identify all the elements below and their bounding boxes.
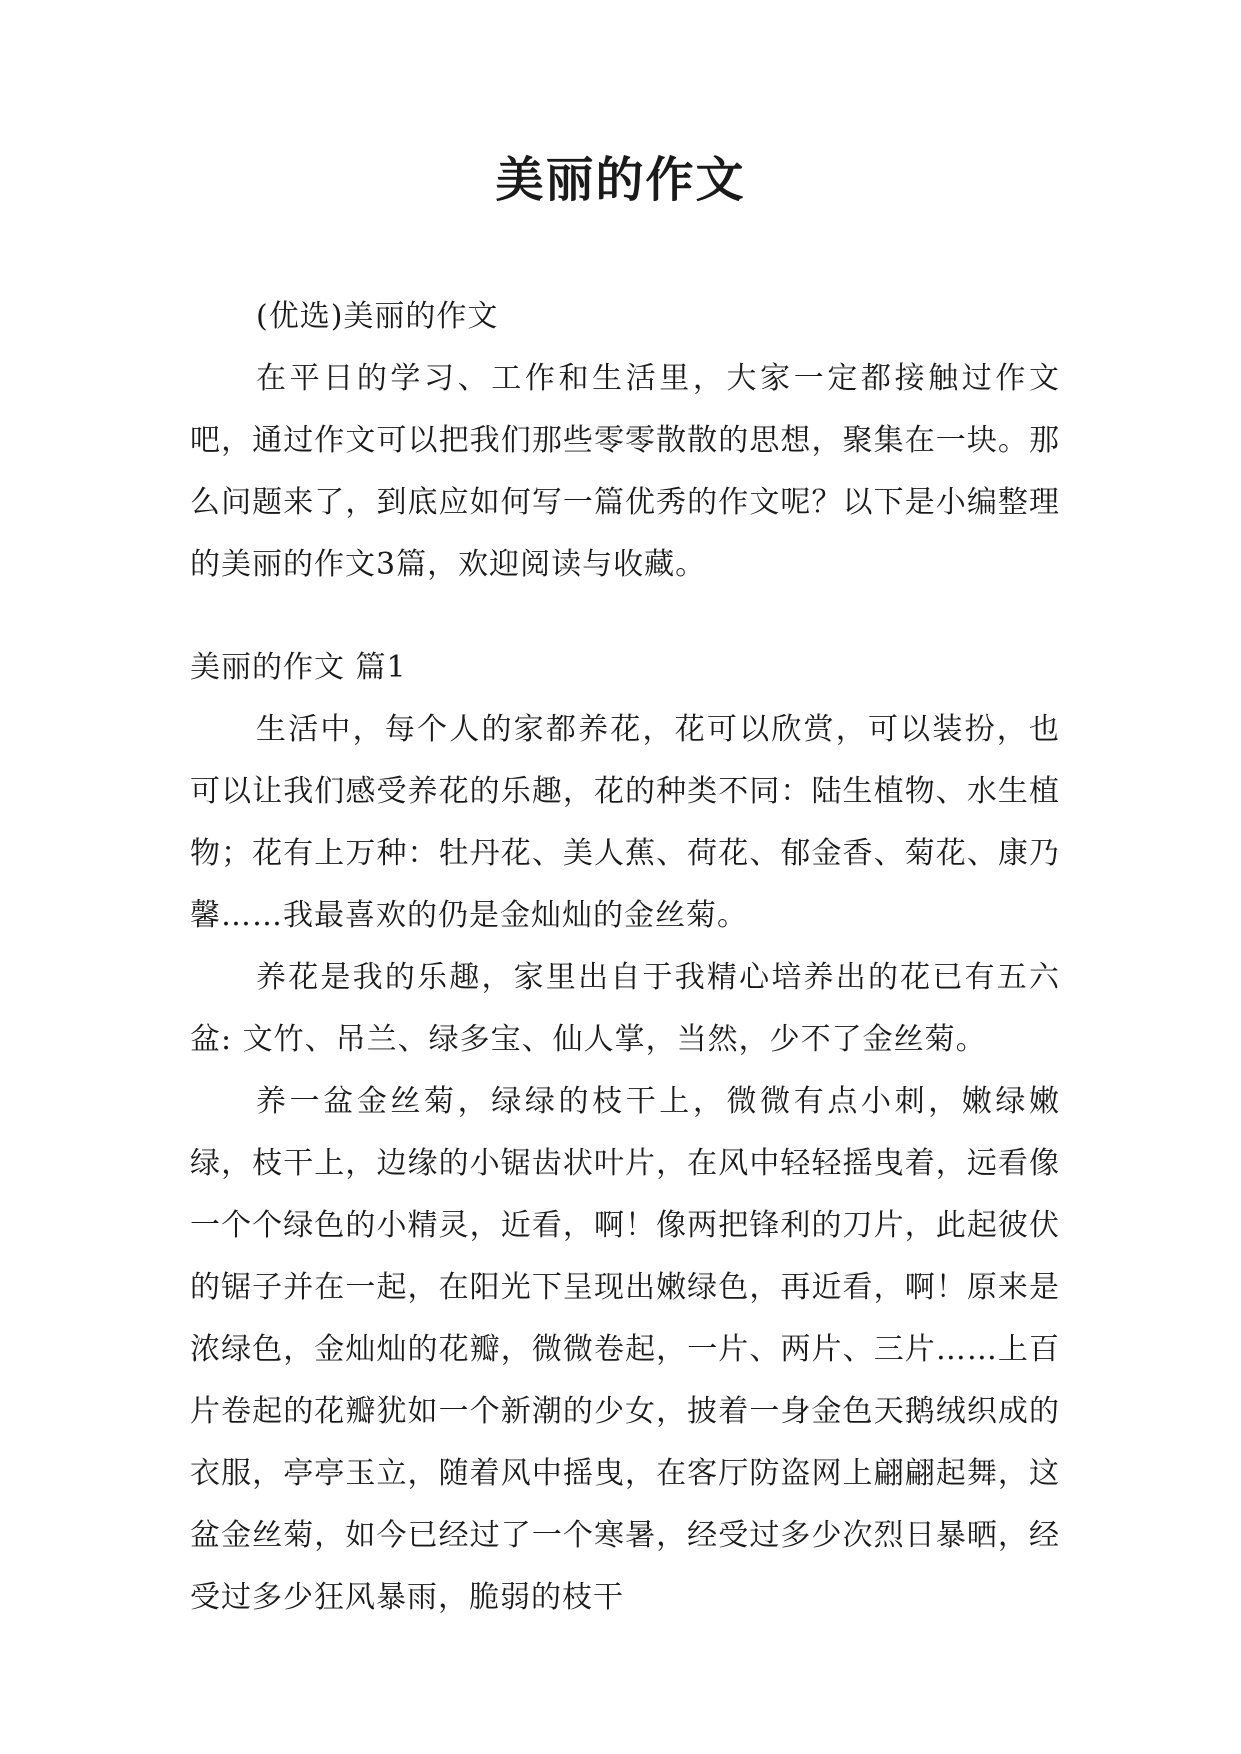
- body-paragraph-2: 养花是我的乐趣，家里出自于我精心培养出的花已有五六盆: 文竹、吊兰、绿多宝、仙人掌，当然，少不了金丝菊。: [190, 960, 1060, 1057]
- section-heading: 美丽的作文 篇1: [190, 650, 407, 685]
- intro-paragraph: 在平日的学习、工作和生活里，大家一定都接触过作文吧，通过作文可以把我们那些零零散散的思想，聚集在一块。那么问题来了，到底应如何写一篇优秀的作文呢？以下是小编整理的美丽的作文3篇，欢迎阅读与收藏。: [190, 361, 1060, 582]
- intro-block: [190, 286, 1060, 596]
- body-paragraph-1: 生活中，每个人的家都养花，花可以欣赏，可以装扮，也可以让我们感受养花的乐趣，花的种类不同：陆生植物、水生植物；花有上万种：牡丹花、美人蕉、荷花、郁金香、菊花、康乃馨……我最喜欢的仍是金灿灿的金丝菊。: [190, 712, 1060, 933]
- document-title: 美丽的作文: [495, 152, 746, 208]
- body-paragraph-3: 养一盆金丝菊，绿绿的枝干上，微微有点小刺，嫩绿嫩绿，枝干上，边缘的小锯齿状叶片，在风中轻轻摇曳着，远看像一个个绿色的小精灵，近看，啊！像两把锋利的刀片，此起彼伏的锯子并在一起，在阳光下呈现出嫩绿色，再近看，啊！原来是浓绿色，金灿灿的花瓣，微微卷起，一片、两片、三片……上百片卷起的花瓣犹如一个新潮的少女，披着一身金色天鹅绒织成的衣服，亭亭玉立，随着风中摇曳，在客厅防盗网上翩翩起舞，这盆金丝菊，如今已经过了一个寒暑，经受过多少次烈日暴晒，经受过多少狂风暴雨，脆弱的枝干: [190, 1084, 1060, 1615]
- section-1: [190, 637, 1060, 1629]
- document-subtitle: (优选)美丽的作文: [256, 299, 499, 334]
